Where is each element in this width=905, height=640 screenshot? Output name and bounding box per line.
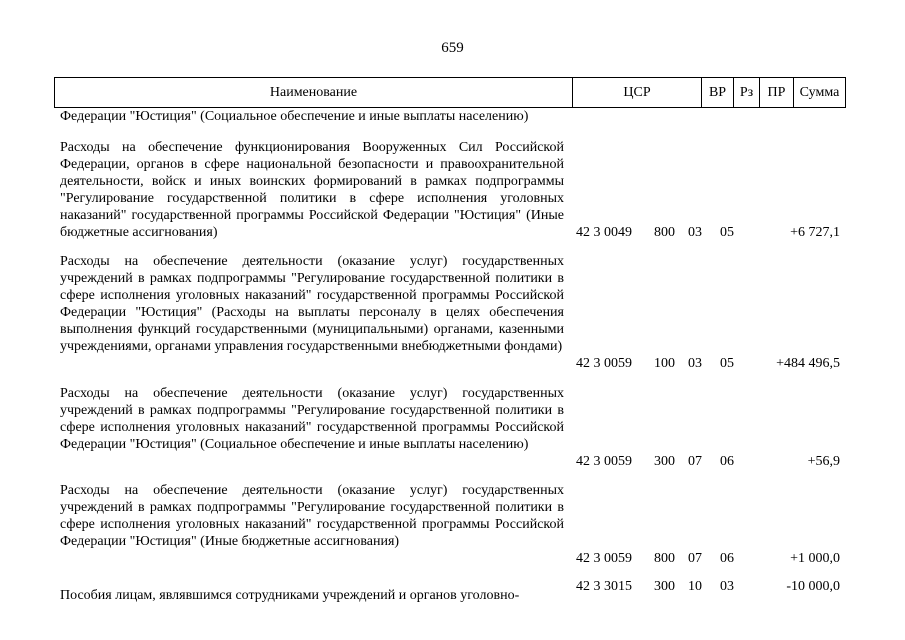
row-pr: 03 xyxy=(720,579,734,594)
row-pr: 06 xyxy=(720,551,734,566)
row-pr: 05 xyxy=(720,356,734,371)
row-csr: 42 3 3015 xyxy=(576,579,632,594)
row-rz: 07 xyxy=(688,454,702,469)
row-vr: 100 xyxy=(654,356,675,371)
row-sum: +1 000,0 xyxy=(790,551,840,566)
row-sum: +484 496,5 xyxy=(776,356,840,371)
row-rz: 10 xyxy=(688,579,702,594)
row-csr: 42 3 0059 xyxy=(576,551,632,566)
continuation-text: Федерации "Юстиция" (Социальное обеспечение и иные выплаты населению) xyxy=(60,109,529,124)
header-rz: Рз xyxy=(734,78,760,107)
row-rz: 07 xyxy=(688,551,702,566)
header-name: Наименование xyxy=(55,78,573,107)
table-row xyxy=(60,482,850,567)
row-sum: +6 727,1 xyxy=(790,225,840,240)
row-description: Расходы на обеспечение функционирования Вооруженных Сил Российской Федерации, органов в сфере национальной безопасности и правоохранительной деятельности, войск и иных воинских формирований в рамках подпрограммы "Регулирование государственной политики в сфере исполнения уголовных наказаний" государственной программы Российской Федерации "Юстиция" (Иные бюджетные ассигнования) xyxy=(60,140,564,240)
row-pr: 05 xyxy=(720,225,734,240)
row-sum: -10 000,0 xyxy=(786,579,840,594)
row-csr: 42 3 0059 xyxy=(576,454,632,469)
row-description: Пособия лицам, являвшимся сотрудниками учреждений и органов уголовно- xyxy=(60,588,520,603)
header-csr: ЦСР xyxy=(573,78,702,107)
row-description: Расходы на обеспечение деятельности (оказание услуг) государственных учреждений в рамках подпрограммы "Регулирование государственной политики в сфере исполнения уголовных наказаний" государственной программы Российской Федерации "Юстиция" (Социальное обеспечение и иные выплаты населению) xyxy=(60,386,564,452)
row-vr: 300 xyxy=(654,579,675,594)
row-rz: 03 xyxy=(688,356,702,371)
row-description: Расходы на обеспечение деятельности (оказание услуг) государственных учреждений в рамках подпрограммы "Регулирование государственной политики в сфере исполнения уголовных наказаний" государственной программы Российской Федерации "Юстиция" (Расходы на выплаты персоналу в целях обеспечения выполнения функций государственными (муниципальными) органами, казенными учреждениями, органами управления государственными внебюджетными фондами) xyxy=(60,254,564,354)
table-header xyxy=(54,77,846,108)
row-sum: +56,9 xyxy=(807,454,840,469)
row-description: Расходы на обеспечение деятельности (оказание услуг) государственных учреждений в рамках подпрограммы "Регулирование государственной политики в сфере исполнения уголовных наказаний" государственной программы Российской Федерации "Юстиция" (Иные бюджетные ассигнования) xyxy=(60,483,564,549)
header-sum: Сумма xyxy=(799,85,840,100)
continuation-row xyxy=(60,108,850,125)
row-rz: 03 xyxy=(688,225,702,240)
table-row xyxy=(60,578,850,612)
page-number: 659 xyxy=(441,40,464,56)
header-vr: ВР xyxy=(702,78,734,107)
table-row xyxy=(60,139,850,241)
row-vr: 800 xyxy=(654,225,675,240)
table-row xyxy=(60,385,850,470)
header-pr: ПР xyxy=(760,78,794,107)
row-vr: 800 xyxy=(654,551,675,566)
row-csr: 42 3 0059 xyxy=(576,356,632,371)
row-vr: 300 xyxy=(654,454,675,469)
row-csr: 42 3 0049 xyxy=(576,225,632,240)
row-pr: 06 xyxy=(720,454,734,469)
table-row xyxy=(60,253,850,372)
